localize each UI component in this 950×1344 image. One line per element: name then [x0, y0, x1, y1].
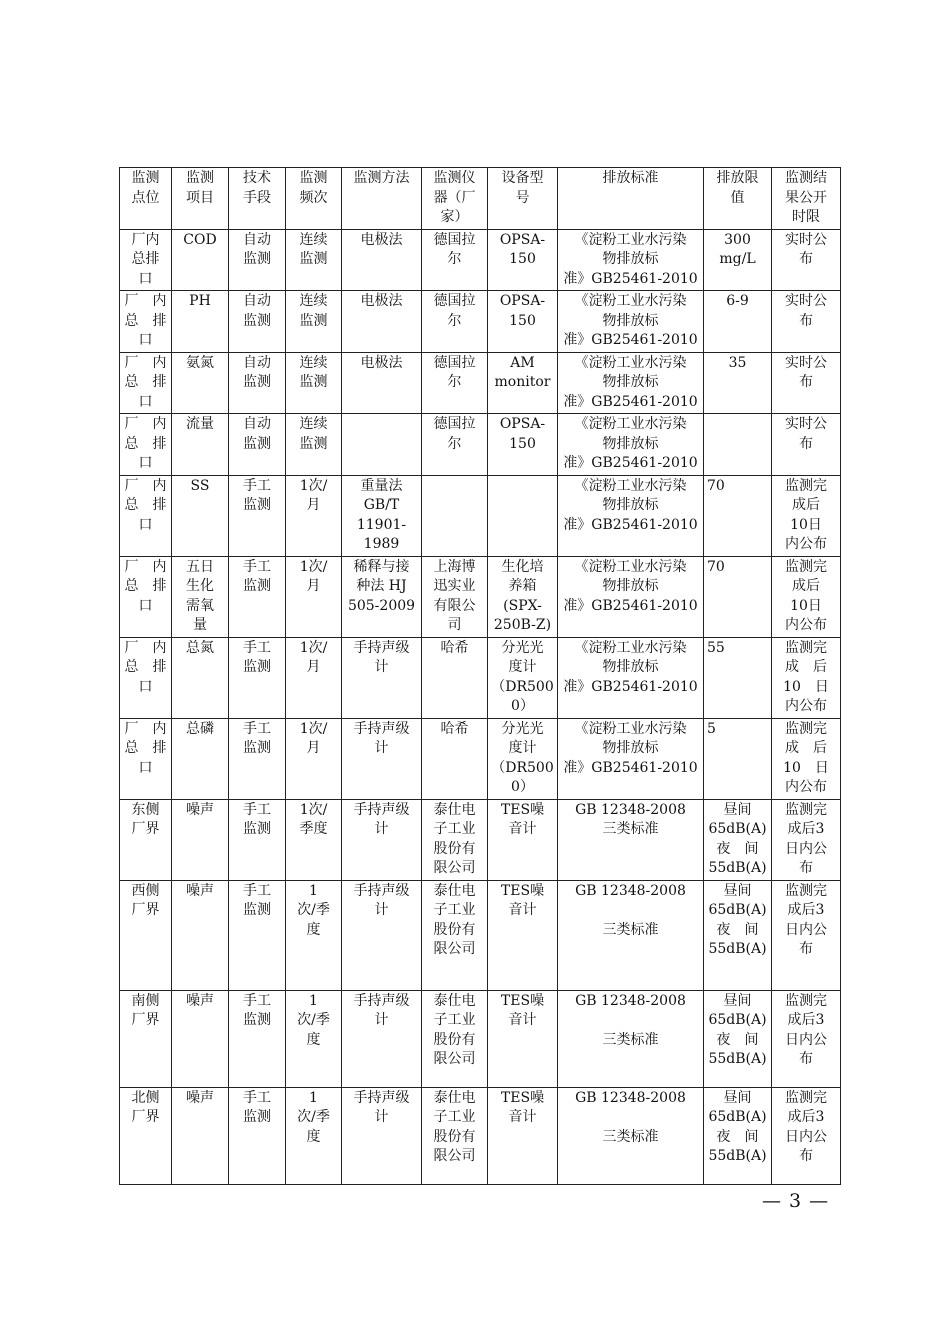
cell-text: 氨氮 — [186, 354, 214, 371]
table-cell — [286, 229, 342, 291]
cell-text: 监测完 成 后 10 日 内公布 — [783, 720, 829, 795]
table-cell — [172, 637, 229, 718]
cell-text: 《淀粉工业水污染 物排放标 准》GB25461-2010 — [563, 354, 698, 410]
table-cell — [229, 637, 286, 718]
table-cell — [286, 637, 342, 718]
table-cell — [286, 475, 342, 556]
cell-text: 手工 监测 — [243, 639, 271, 675]
cell-text: 连续 监测 — [299, 354, 328, 390]
cell-text: 噪声 — [186, 1089, 214, 1106]
table-cell — [229, 475, 286, 556]
column-header — [704, 168, 772, 230]
cell-text: 监测完 成后3 日内公 布 — [785, 992, 827, 1067]
table-row — [120, 637, 841, 718]
table-cell — [286, 414, 342, 476]
table-row — [120, 414, 841, 476]
cell-text: 手持声级 计 — [353, 1089, 410, 1125]
cell-text: 重量法 GB/T 11901- 1989 — [356, 477, 407, 552]
cell-text: 手持声级 计 — [353, 720, 410, 756]
cell-text: 监测完 成 后 10 日 内公布 — [783, 639, 829, 714]
cell-text: 厂 内 总 排 口 — [124, 354, 167, 410]
table-cell — [229, 229, 286, 291]
cell-text: 70 — [707, 558, 725, 575]
cell-text: 厂 内 总 排 口 — [124, 558, 167, 614]
table-cell — [704, 352, 772, 414]
table-cell — [704, 556, 772, 637]
cell-text: 监测完 成后3 日内公 布 — [785, 1089, 827, 1164]
cell-text: 自动 监测 — [243, 354, 271, 390]
cell-text: 稀释与接 种法 HJ 505-2009 — [347, 558, 416, 614]
table-cell — [172, 990, 229, 1087]
table-row — [120, 475, 841, 556]
cell-text: 手工 监测 — [243, 558, 271, 594]
cell-text: 1次/ 月 — [299, 477, 328, 513]
cell-text: 分光光 度计 （DR500 0） — [491, 639, 554, 714]
table-cell — [120, 414, 172, 476]
cell-text: 泰仕电 子工业 股份有 限公司 — [433, 882, 476, 957]
column-header — [229, 168, 286, 230]
table-cell — [229, 718, 286, 799]
cell-text: 上海博 迅实业 有限公 司 — [433, 558, 476, 633]
table-row — [120, 1087, 841, 1184]
table-row — [120, 291, 841, 353]
table-cell — [772, 229, 841, 291]
cell-text: OPSA- 150 — [499, 416, 546, 452]
table-cell — [172, 718, 229, 799]
table-cell — [488, 352, 558, 414]
table-cell — [286, 880, 342, 990]
table-cell — [172, 556, 229, 637]
table-cell — [120, 291, 172, 353]
table-cell — [488, 799, 558, 880]
cell-text: 手持声级 计 — [353, 801, 410, 837]
cell-text: 监测完 成后3 日内公 布 — [785, 882, 827, 957]
table-cell — [772, 414, 841, 476]
cell-text: 《淀粉工业水污染 物排放标 准》GB25461-2010 — [563, 416, 698, 471]
table-cell — [488, 637, 558, 718]
table-cell — [342, 990, 422, 1087]
cell-text: 监测完 成后 10日 内公布 — [785, 477, 827, 552]
column-header — [772, 168, 841, 230]
table-cell — [558, 637, 704, 718]
cell-text: 连续 监测 — [299, 293, 328, 329]
cell-text: 噪声 — [186, 992, 214, 1009]
cell-text: 厂 内 总 排 口 — [124, 477, 167, 533]
table-cell — [704, 637, 772, 718]
table-cell — [229, 880, 286, 990]
table-cell — [120, 637, 172, 718]
cell-text: 德国拉 尔 — [433, 293, 476, 329]
cell-text: 流量 — [186, 416, 214, 432]
table-cell — [772, 556, 841, 637]
table-cell — [342, 799, 422, 880]
cell-text: 昼间 65dB(A) 夜 间 55dB(A) — [708, 992, 767, 1067]
column-header — [120, 168, 172, 230]
table-cell — [422, 880, 488, 990]
cell-text: 《淀粉工业水污染 物排放标 准》GB25461-2010 — [563, 639, 698, 695]
table-cell — [120, 880, 172, 990]
table-cell — [342, 880, 422, 990]
table-cell — [558, 1087, 704, 1184]
table-cell — [488, 880, 558, 990]
cell-text: 电极法 — [360, 293, 403, 309]
table-row — [120, 718, 841, 799]
cell-text: OPSA- 150 — [499, 293, 546, 329]
table-cell — [422, 352, 488, 414]
header-row — [120, 168, 841, 230]
cell-text: 电极法 — [360, 354, 403, 371]
cell-text: 西侧 厂界 — [131, 882, 160, 918]
cell-text: 《淀粉工业水污染 物排放标 准》GB25461-2010 — [563, 720, 698, 776]
cell-text: 昼间 65dB(A) 夜 间 55dB(A) — [708, 882, 767, 957]
cell-text: 德国拉 尔 — [433, 231, 476, 267]
cell-text: 手工 监测 — [243, 477, 271, 513]
column-header-label: 监测 频次 — [299, 170, 328, 206]
cell-text: GB 12348-2008 三类标准 — [575, 992, 686, 1048]
cell-text: 70 — [707, 477, 725, 494]
table-cell — [286, 990, 342, 1087]
cell-text: OPSA- 150 — [499, 231, 546, 267]
table-cell — [422, 414, 488, 476]
cell-text: 厂 内 总 排 口 — [124, 639, 167, 695]
cell-text: 连续 监测 — [299, 231, 328, 267]
table-cell — [558, 352, 704, 414]
cell-text: 北侧 厂界 — [131, 1089, 160, 1125]
table-cell — [704, 718, 772, 799]
cell-text: 昼间 65dB(A) 夜 间 55dB(A) — [708, 1089, 767, 1164]
table-row — [120, 556, 841, 637]
column-header-label: 监测仪 器（厂 家） — [433, 170, 476, 225]
column-header-label: 技术 手段 — [243, 170, 271, 206]
cell-text: 厂 内 总 排 口 — [124, 720, 167, 776]
table-cell — [229, 799, 286, 880]
table-cell — [772, 475, 841, 556]
table-cell — [704, 229, 772, 291]
cell-text: 总氮 — [186, 639, 214, 656]
table-cell — [704, 990, 772, 1087]
cell-text: TES噪 音计 — [500, 801, 545, 837]
table-cell — [558, 414, 704, 476]
table-cell — [488, 475, 558, 556]
cell-text: 生化培 养箱 (SPX- 250B-Z) — [493, 558, 552, 633]
table-cell — [286, 556, 342, 637]
table-cell — [172, 880, 229, 990]
cell-text: 实时公 布 — [785, 231, 827, 267]
cell-text: 德国拉 尔 — [433, 354, 476, 390]
column-header — [172, 168, 229, 230]
cell-text: 泰仕电 子工业 股份有 限公司 — [433, 1089, 476, 1164]
table-cell — [704, 475, 772, 556]
table-cell — [558, 556, 704, 637]
table-row — [120, 229, 841, 291]
cell-text: 噪声 — [186, 801, 214, 818]
table-cell — [772, 990, 841, 1087]
table-cell — [558, 990, 704, 1087]
table-cell — [172, 229, 229, 291]
monitoring-table — [119, 167, 841, 1185]
table-cell — [422, 718, 488, 799]
cell-text: 手工 监测 — [243, 1089, 271, 1125]
table-cell — [488, 229, 558, 291]
column-header — [488, 168, 558, 230]
cell-text: 昼间 65dB(A) 夜 间 55dB(A) — [708, 801, 767, 876]
table-cell — [772, 880, 841, 990]
table-cell — [772, 718, 841, 799]
cell-text: 哈希 — [440, 639, 469, 656]
table-cell — [342, 229, 422, 291]
page-number: — 3 — — [762, 1190, 830, 1212]
cell-text: 手工 监测 — [243, 801, 271, 837]
table-header — [120, 168, 841, 230]
cell-text: 哈希 — [440, 720, 469, 737]
table-cell — [120, 352, 172, 414]
cell-text: 5 — [707, 720, 716, 737]
cell-text: 1 次/季 度 — [297, 992, 330, 1048]
cell-text: 德国拉 尔 — [433, 416, 476, 452]
cell-text: 1 次/季 度 — [297, 1089, 330, 1145]
column-header — [422, 168, 488, 230]
table-cell — [422, 799, 488, 880]
table-cell — [286, 799, 342, 880]
cell-text: 6-9 — [726, 293, 749, 309]
table-cell — [558, 718, 704, 799]
table-cell — [342, 637, 422, 718]
table-cell — [172, 1087, 229, 1184]
table-cell — [422, 637, 488, 718]
cell-text: 1 次/季 度 — [297, 882, 330, 938]
column-header-label: 监测 项目 — [186, 170, 214, 206]
cell-text: 东侧 厂界 — [131, 801, 160, 837]
table-cell — [488, 990, 558, 1087]
table-cell — [558, 291, 704, 353]
table-cell — [558, 475, 704, 556]
cell-text: 《淀粉工业水污染 物排放标 准》GB25461-2010 — [563, 477, 698, 533]
table-cell — [422, 229, 488, 291]
table-cell — [229, 352, 286, 414]
table-cell — [704, 291, 772, 353]
column-header — [286, 168, 342, 230]
table-cell — [286, 1087, 342, 1184]
table-cell — [120, 475, 172, 556]
cell-text: 自动 监测 — [243, 293, 271, 329]
cell-text: 手工 监测 — [243, 992, 271, 1028]
table-cell — [229, 291, 286, 353]
cell-text: 《淀粉工业水污染 物排放标 准》GB25461-2010 — [563, 293, 698, 348]
table-cell — [488, 1087, 558, 1184]
cell-text: 35 — [728, 354, 747, 371]
table-cell — [772, 291, 841, 353]
cell-text: 厂 内 总 排 口 — [124, 293, 167, 348]
cell-text: 分光光 度计 （DR500 0） — [491, 720, 554, 795]
cell-text: GB 12348-2008 三类标准 — [575, 882, 686, 938]
cell-text: 300 mg/L — [719, 231, 756, 267]
cell-text: 实时公 布 — [785, 354, 827, 390]
cell-text: 《淀粉工业水污染 物排放标 准》GB25461-2010 — [563, 558, 698, 614]
table-row — [120, 799, 841, 880]
cell-text: TES噪 音计 — [500, 992, 545, 1028]
table-cell — [422, 990, 488, 1087]
cell-text: 手持声级 计 — [353, 882, 410, 918]
table-cell — [172, 352, 229, 414]
column-header — [342, 168, 422, 230]
cell-text: TES噪 音计 — [500, 1089, 545, 1125]
table-cell — [120, 718, 172, 799]
column-header-label: 排放限 值 — [716, 170, 759, 206]
table-cell — [172, 291, 229, 353]
cell-text: 1次/ 月 — [299, 558, 328, 594]
cell-text: COD — [183, 231, 217, 248]
table-cell — [342, 475, 422, 556]
cell-text: 手工 监测 — [243, 720, 271, 756]
table-cell — [342, 1087, 422, 1184]
table-row — [120, 880, 841, 990]
cell-text: 实时公 布 — [785, 416, 827, 452]
table-cell — [120, 556, 172, 637]
cell-text: 监测完 成后 10日 内公布 — [785, 558, 827, 633]
cell-text: 1次/ 月 — [299, 639, 328, 675]
column-header-label: 监测方法 — [353, 170, 410, 186]
cell-text: 总磷 — [186, 720, 214, 737]
table-cell — [120, 1087, 172, 1184]
table-cell — [342, 718, 422, 799]
table-cell — [342, 352, 422, 414]
table-cell — [704, 1087, 772, 1184]
cell-text: 手工 监测 — [243, 882, 271, 918]
column-header-label: 设备型 号 — [501, 170, 544, 206]
table-cell — [558, 799, 704, 880]
table-cell — [342, 414, 422, 476]
table-cell — [229, 990, 286, 1087]
table-cell — [704, 880, 772, 990]
table-cell — [704, 414, 772, 476]
cell-text: GB 12348-2008 三类标准 — [575, 1089, 686, 1145]
table-cell — [229, 1087, 286, 1184]
table-cell — [772, 1087, 841, 1184]
cell-text: 1次/ 月 — [299, 720, 328, 756]
cell-text: 泰仕电 子工业 股份有 限公司 — [433, 801, 476, 876]
table-row — [120, 990, 841, 1087]
cell-text: PH — [189, 293, 211, 309]
table-cell — [286, 718, 342, 799]
table-cell — [172, 414, 229, 476]
column-header-label: 排放标准 — [602, 170, 659, 186]
table-cell — [704, 799, 772, 880]
cell-text: 厂 内 总 排 口 — [124, 416, 167, 471]
table-cell — [488, 556, 558, 637]
table-cell — [488, 414, 558, 476]
table-cell — [422, 291, 488, 353]
table-body — [120, 229, 841, 1184]
table-cell — [286, 352, 342, 414]
cell-text: 电极法 — [360, 231, 403, 248]
table-cell — [172, 799, 229, 880]
table-cell — [120, 799, 172, 880]
table-cell — [772, 637, 841, 718]
cell-text: 手持声级 计 — [353, 639, 410, 675]
table-cell — [342, 291, 422, 353]
cell-text: 自动 监测 — [243, 416, 271, 452]
cell-text: 南侧 厂界 — [131, 992, 160, 1028]
cell-text: 噪声 — [186, 882, 214, 899]
cell-text: TES噪 音计 — [500, 882, 545, 918]
cell-text: 实时公 布 — [785, 293, 827, 329]
cell-text: 《淀粉工业水污染 物排放标 准》GB25461-2010 — [563, 231, 698, 287]
table-cell — [120, 990, 172, 1087]
table-cell — [488, 718, 558, 799]
cell-text: 55 — [707, 639, 725, 656]
table-cell — [342, 556, 422, 637]
table-row — [120, 352, 841, 414]
cell-text: 监测完 成后3 日内公 布 — [785, 801, 827, 876]
column-header-label: 监测 点位 — [131, 170, 160, 206]
cell-text: AM monitor — [494, 354, 551, 390]
table-cell — [772, 352, 841, 414]
cell-text: 五日 生化 需氧 量 — [186, 558, 214, 633]
cell-text: 连续 监测 — [299, 416, 328, 452]
table-cell — [120, 229, 172, 291]
table-cell — [488, 291, 558, 353]
column-header-label: 监测结 果公开 时限 — [785, 170, 827, 225]
cell-text: 泰仕电 子工业 股份有 限公司 — [433, 992, 476, 1067]
table-cell — [172, 475, 229, 556]
cell-text: 厂内 总排 口 — [131, 231, 160, 287]
table-cell — [229, 414, 286, 476]
table-cell — [558, 880, 704, 990]
cell-text: 1次/ 季度 — [299, 801, 328, 837]
cell-text: GB 12348-2008 三类标准 — [575, 801, 686, 837]
table-cell — [772, 799, 841, 880]
table-cell — [286, 291, 342, 353]
table-cell — [422, 556, 488, 637]
table-cell — [422, 475, 488, 556]
table-cell — [422, 1087, 488, 1184]
cell-text: SS — [190, 477, 210, 494]
cell-text: 手持声级 计 — [353, 992, 410, 1028]
table-cell — [558, 229, 704, 291]
cell-text: 自动 监测 — [243, 231, 271, 267]
column-header — [558, 168, 704, 230]
table-cell — [229, 556, 286, 637]
